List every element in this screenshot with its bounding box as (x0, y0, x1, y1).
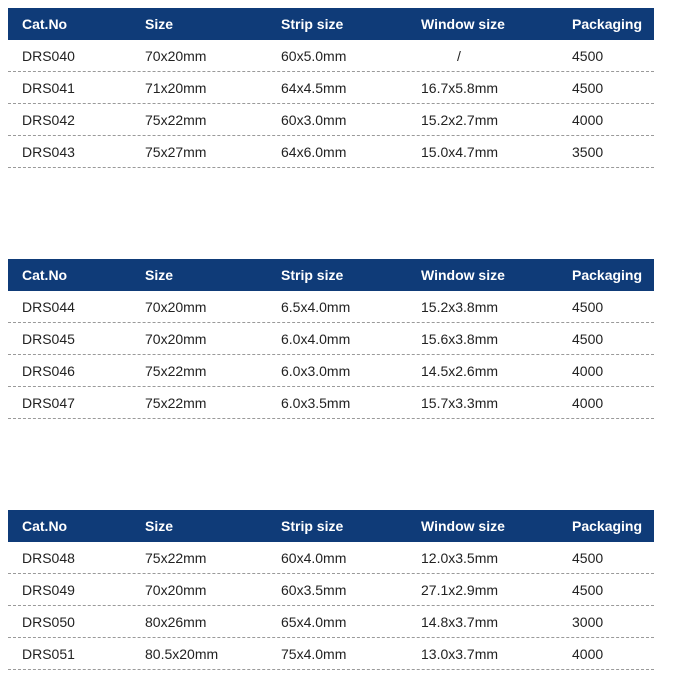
cell-window-size: 14.8x3.7mm (421, 613, 499, 630)
cell-window-size: 15.6x3.8mm (421, 330, 499, 347)
cell-packaging: 4500 (572, 330, 604, 347)
cell-cat-no: DRS045 (22, 330, 75, 347)
cell-window-size: 27.1x2.9mm (421, 581, 499, 598)
cell-packaging: 4000 (572, 394, 604, 411)
cell-window-size: 16.7x5.8mm (421, 79, 499, 96)
table-header (8, 259, 654, 291)
cell-cat-no: DRS049 (22, 581, 75, 598)
cell-strip-size: 60x5.0mm (281, 47, 347, 64)
cell-window-size: 15.0x4.7mm (421, 143, 499, 160)
cell-packaging: 4500 (572, 47, 604, 64)
cell-packaging: 4500 (572, 298, 604, 315)
header-window-size: Window size (421, 267, 505, 283)
cell-packaging: 4500 (572, 581, 604, 598)
table-row (8, 136, 654, 168)
cell-window-size: 12.0x3.5mm (421, 549, 499, 566)
table-row (8, 355, 654, 387)
cell-window-size: 15.2x3.8mm (421, 298, 499, 315)
cell-packaging: 4000 (572, 645, 604, 662)
header-size: Size (145, 267, 174, 283)
cell-cat-no: DRS040 (22, 47, 75, 64)
cell-window-size: 15.2x2.7mm (421, 111, 499, 128)
table-row (8, 104, 654, 136)
cell-size: 70x20mm (145, 330, 207, 347)
header-strip-size: Strip size (281, 16, 344, 32)
cell-strip-size: 65x4.0mm (281, 613, 347, 630)
cell-cat-no: DRS042 (22, 111, 75, 128)
header-packaging: Packaging (572, 518, 643, 534)
cell-size: 75x22mm (145, 111, 207, 128)
header-cat-no: Cat.No (22, 16, 68, 32)
cell-packaging: 3500 (572, 143, 604, 160)
cell-strip-size: 6.0x4.0mm (281, 330, 351, 347)
table-row (8, 542, 654, 574)
cell-packaging: 4000 (572, 111, 604, 128)
cell-cat-no: DRS048 (22, 549, 75, 566)
cell-strip-size: 64x6.0mm (281, 143, 347, 160)
table-header (8, 510, 654, 542)
cell-strip-size: 64x4.5mm (281, 79, 347, 96)
cell-cat-no: DRS047 (22, 394, 75, 411)
cell-cat-no: DRS043 (22, 143, 75, 160)
cell-window-size: 14.5x2.6mm (421, 362, 499, 379)
cell-size: 75x22mm (145, 549, 207, 566)
cell-packaging: 4500 (572, 79, 604, 96)
header-packaging: Packaging (572, 267, 643, 283)
spec-table-3 (8, 510, 654, 670)
cell-size: 75x22mm (145, 362, 207, 379)
cell-strip-size: 60x3.5mm (281, 581, 347, 598)
cell-strip-size: 60x3.0mm (281, 111, 347, 128)
cell-cat-no: DRS041 (22, 79, 75, 96)
table-row (8, 638, 654, 670)
spec-table-1 (8, 8, 654, 168)
cell-window-size: 13.0x3.7mm (421, 645, 499, 662)
cell-cat-no: DRS044 (22, 298, 75, 315)
table-row (8, 323, 654, 355)
cell-size: 80.5x20mm (145, 645, 219, 662)
cell-packaging: 4500 (572, 549, 604, 566)
cell-size: 70x20mm (145, 47, 207, 64)
table-row (8, 291, 654, 323)
cell-window-size: 15.7x3.3mm (421, 394, 499, 411)
table-header (8, 8, 654, 40)
cell-strip-size: 75x4.0mm (281, 645, 347, 662)
cell-cat-no: DRS051 (22, 645, 75, 662)
header-cat-no: Cat.No (22, 267, 68, 283)
header-cat-no: Cat.No (22, 518, 68, 534)
header-size: Size (145, 518, 174, 534)
header-packaging: Packaging (572, 16, 643, 32)
cell-size: 75x27mm (145, 143, 207, 160)
table-row (8, 387, 654, 419)
cell-size: 70x20mm (145, 581, 207, 598)
table-row (8, 574, 654, 606)
table-row (8, 72, 654, 104)
header-size: Size (145, 16, 174, 32)
header-window-size: Window size (421, 16, 505, 32)
cell-size: 75x22mm (145, 394, 207, 411)
spec-table-2 (8, 259, 654, 419)
header-strip-size: Strip size (281, 518, 344, 534)
cell-size: 71x20mm (145, 79, 207, 96)
table-row (8, 606, 654, 638)
cell-cat-no: DRS046 (22, 362, 75, 379)
cell-packaging: 4000 (572, 362, 604, 379)
cell-size: 80x26mm (145, 613, 207, 630)
cell-cat-no: DRS050 (22, 613, 75, 630)
cell-size: 70x20mm (145, 298, 207, 315)
cell-packaging: 3000 (572, 613, 604, 630)
cell-strip-size: 6.5x4.0mm (281, 298, 351, 315)
header-window-size: Window size (421, 518, 505, 534)
cell-window-size: / (457, 47, 461, 64)
table-row (8, 40, 654, 72)
cell-strip-size: 6.0x3.5mm (281, 394, 351, 411)
cell-strip-size: 60x4.0mm (281, 549, 347, 566)
cell-strip-size: 6.0x3.0mm (281, 362, 351, 379)
header-strip-size: Strip size (281, 267, 344, 283)
